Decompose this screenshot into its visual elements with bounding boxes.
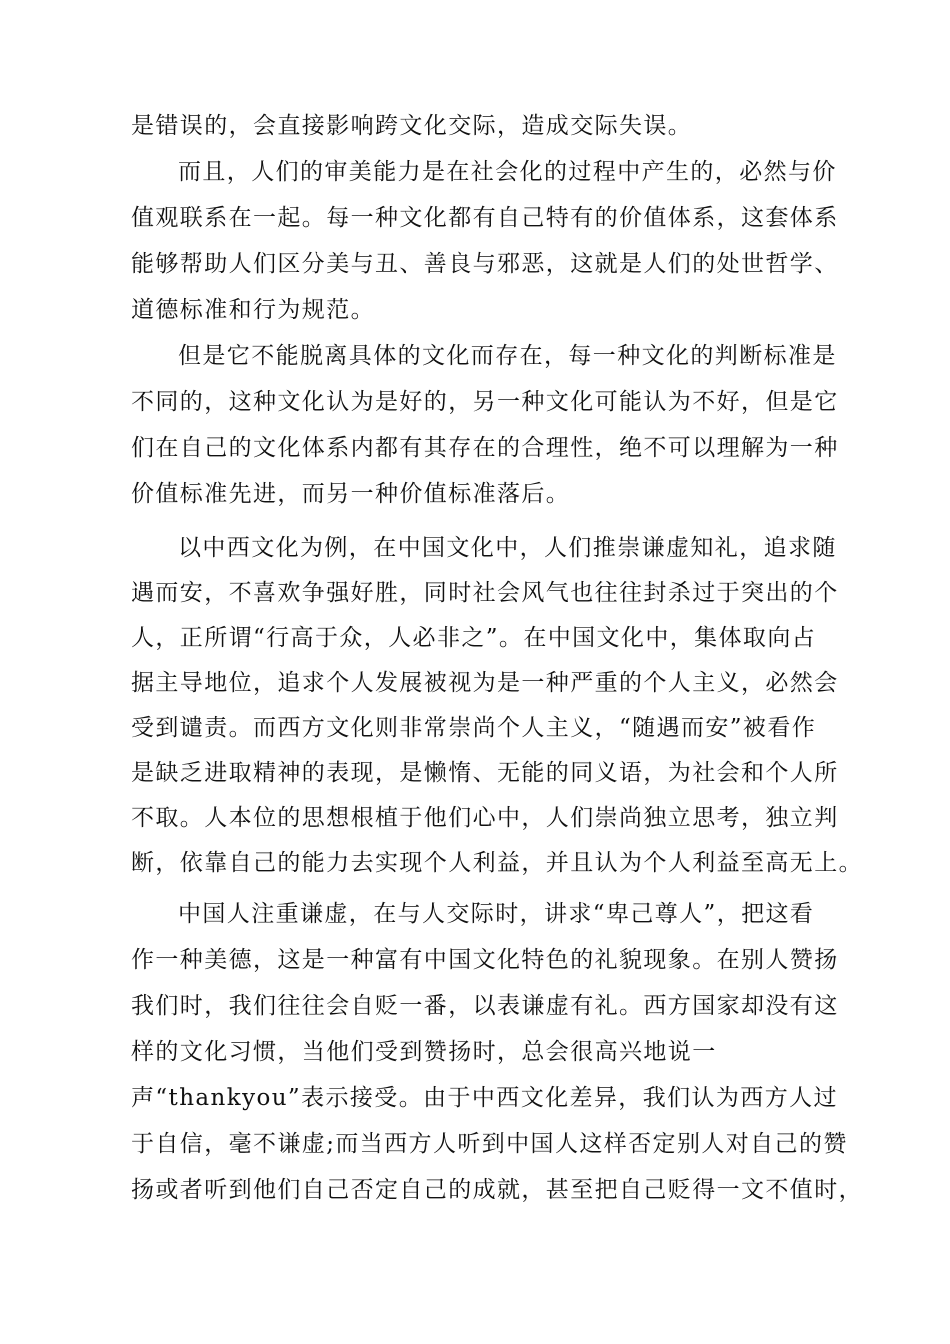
text-line: 作一种美德，这是一种富有中国文化特色的礼貌现象。在别人赞扬 — [131, 947, 839, 973]
text-line: 声“thankyou”表示接受。由于中西文化差异，我们认为西方人过 — [131, 1085, 838, 1111]
text-line: 是错误的，会直接影响跨文化交际，造成交际失误。 — [131, 113, 693, 139]
text-line: 道德标准和行为规范。 — [131, 297, 375, 323]
text-line: 能够帮助人们区分美与丑、善良与邪恶，这就是人们的处世哲学、 — [131, 251, 839, 277]
text-line: 扬或者听到他们自己否定自己的成就，甚至把自己贬得一文不值时， — [131, 1177, 863, 1203]
text-line: 不取。人本位的思想根植于他们心中，人们崇尚独立思考，独立判 — [131, 805, 839, 831]
paragraph-first-line: 以中西文化为例，在中国文化中，人们推崇谦虚知礼，追求随 — [178, 535, 837, 561]
text-line: 们在自己的文化体系内都有其存在的合理性，绝不可以理解为一种 — [131, 435, 839, 461]
paragraph-first-line: 但是它不能脱离具体的文化而存在，每一种文化的判断标准是 — [178, 343, 837, 369]
text-line: 受到谴责。而西方文化则非常崇尚个人主义，“随遇而安”被看作 — [131, 715, 817, 741]
text-line: 值观联系在一起。每一种文化都有自己特有的价值体系，这套体系 — [131, 205, 839, 231]
text-line: 于自信，毫不谦虚;而当西方人听到中国人这样否定别人对自己的赞 — [131, 1131, 848, 1157]
text-line: 是缺乏进取精神的表现，是懒惰、无能的同义语，为社会和个人所 — [131, 760, 839, 786]
text-line: 我们时，我们往往会自贬一番，以表谦虚有礼。西方国家却没有这 — [131, 993, 839, 1019]
text-line: 断，依靠自己的能力去实现个人利益，并且认为个人利益至高无上。 — [131, 850, 863, 876]
text-line: 价值标准先进，而另一种价值标准落后。 — [131, 481, 571, 507]
text-line: 不同的，这种文化认为是好的，另一种文化可能认为不好，但是它 — [131, 389, 839, 415]
text-line: 据主导地位，追求个人发展被视为是一种严重的个人主义，必然会 — [131, 670, 839, 696]
paragraph-first-line: 而且，人们的审美能力是在社会化的过程中产生的，必然与价 — [178, 159, 837, 185]
text-line: 样的文化习惯，当他们受到赞扬时，总会很高兴地说一 — [131, 1039, 717, 1065]
paragraph-first-line: 中国人注重谦虚，在与人交际时，讲求“卑己尊人”，把这看 — [178, 901, 815, 927]
text-line: 遇而安，不喜欢争强好胜，同时社会风气也往往封杀过于突出的个 — [131, 580, 839, 606]
text-line: 人，正所谓“行高于众，人必非之”。在中国文化中，集体取向占 — [131, 625, 817, 651]
